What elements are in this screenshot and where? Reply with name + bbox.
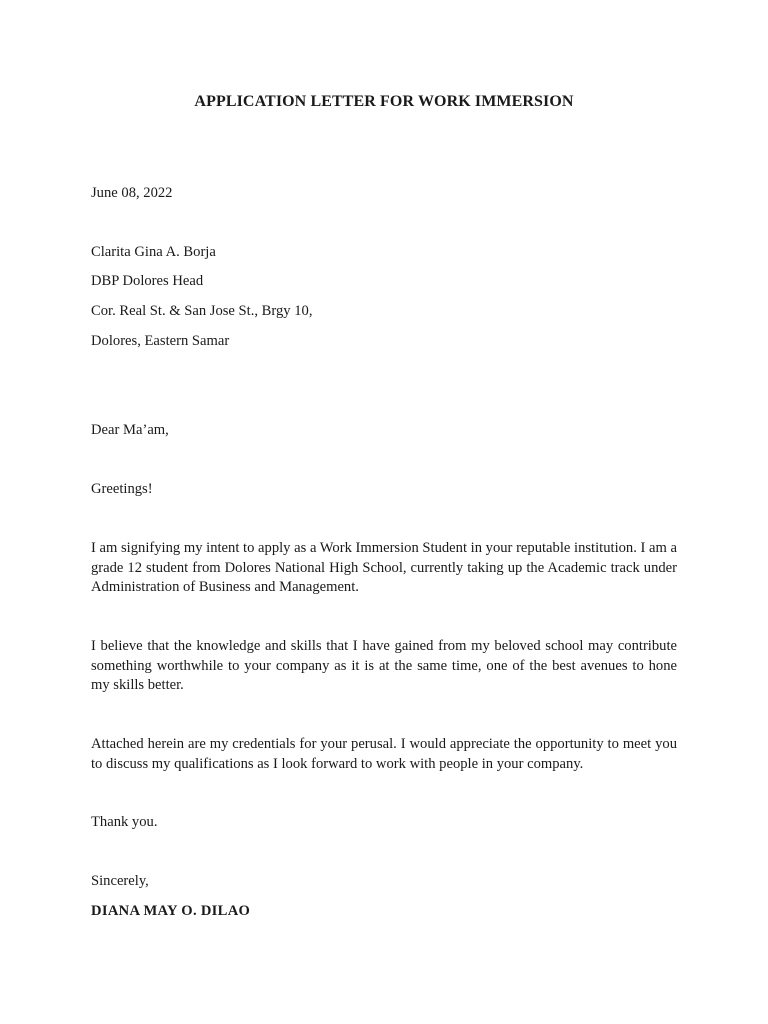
salutation: Dear Ma’am, [91, 422, 169, 438]
letter-date: June 08, 2022 [91, 185, 173, 201]
signature-name: DIANA MAY O. DILAO [91, 903, 251, 919]
closing-line: Sincerely, [91, 873, 149, 889]
greeting: Greetings! [91, 481, 153, 497]
letter-title: APPLICATION LETTER FOR WORK IMMERSION [194, 93, 574, 110]
recipient-address-line1: Cor. Real St. & San Jose St., Brgy 10, [91, 303, 313, 319]
recipient-position: DBP Dolores Head [91, 273, 204, 289]
thank-you-line: Thank you. [91, 814, 158, 830]
recipient-address-line2: Dolores, Eastern Samar [91, 333, 230, 349]
body-paragraph-2: I believe that the knowledge and skills that I have gained from my beloved school may contribute something worthwhile to your company as it is at the same time, one of the best avenues to hone my skills better. [91, 638, 677, 693]
recipient-name: Clarita Gina A. Borja [91, 244, 216, 260]
body-paragraph-1: I am signifying my intent to apply as a Work Immersion Student in your reputable institution. I am a grade 12 student from Dolores National High School, currently taking up the Academic track under Administration of Business and Management. [91, 540, 677, 595]
body-paragraph-3: Attached herein are my credentials for your perusal. I would appreciate the opportunity to meet you to discuss my qualifications as I look forward to work with people in your company. [91, 736, 677, 772]
